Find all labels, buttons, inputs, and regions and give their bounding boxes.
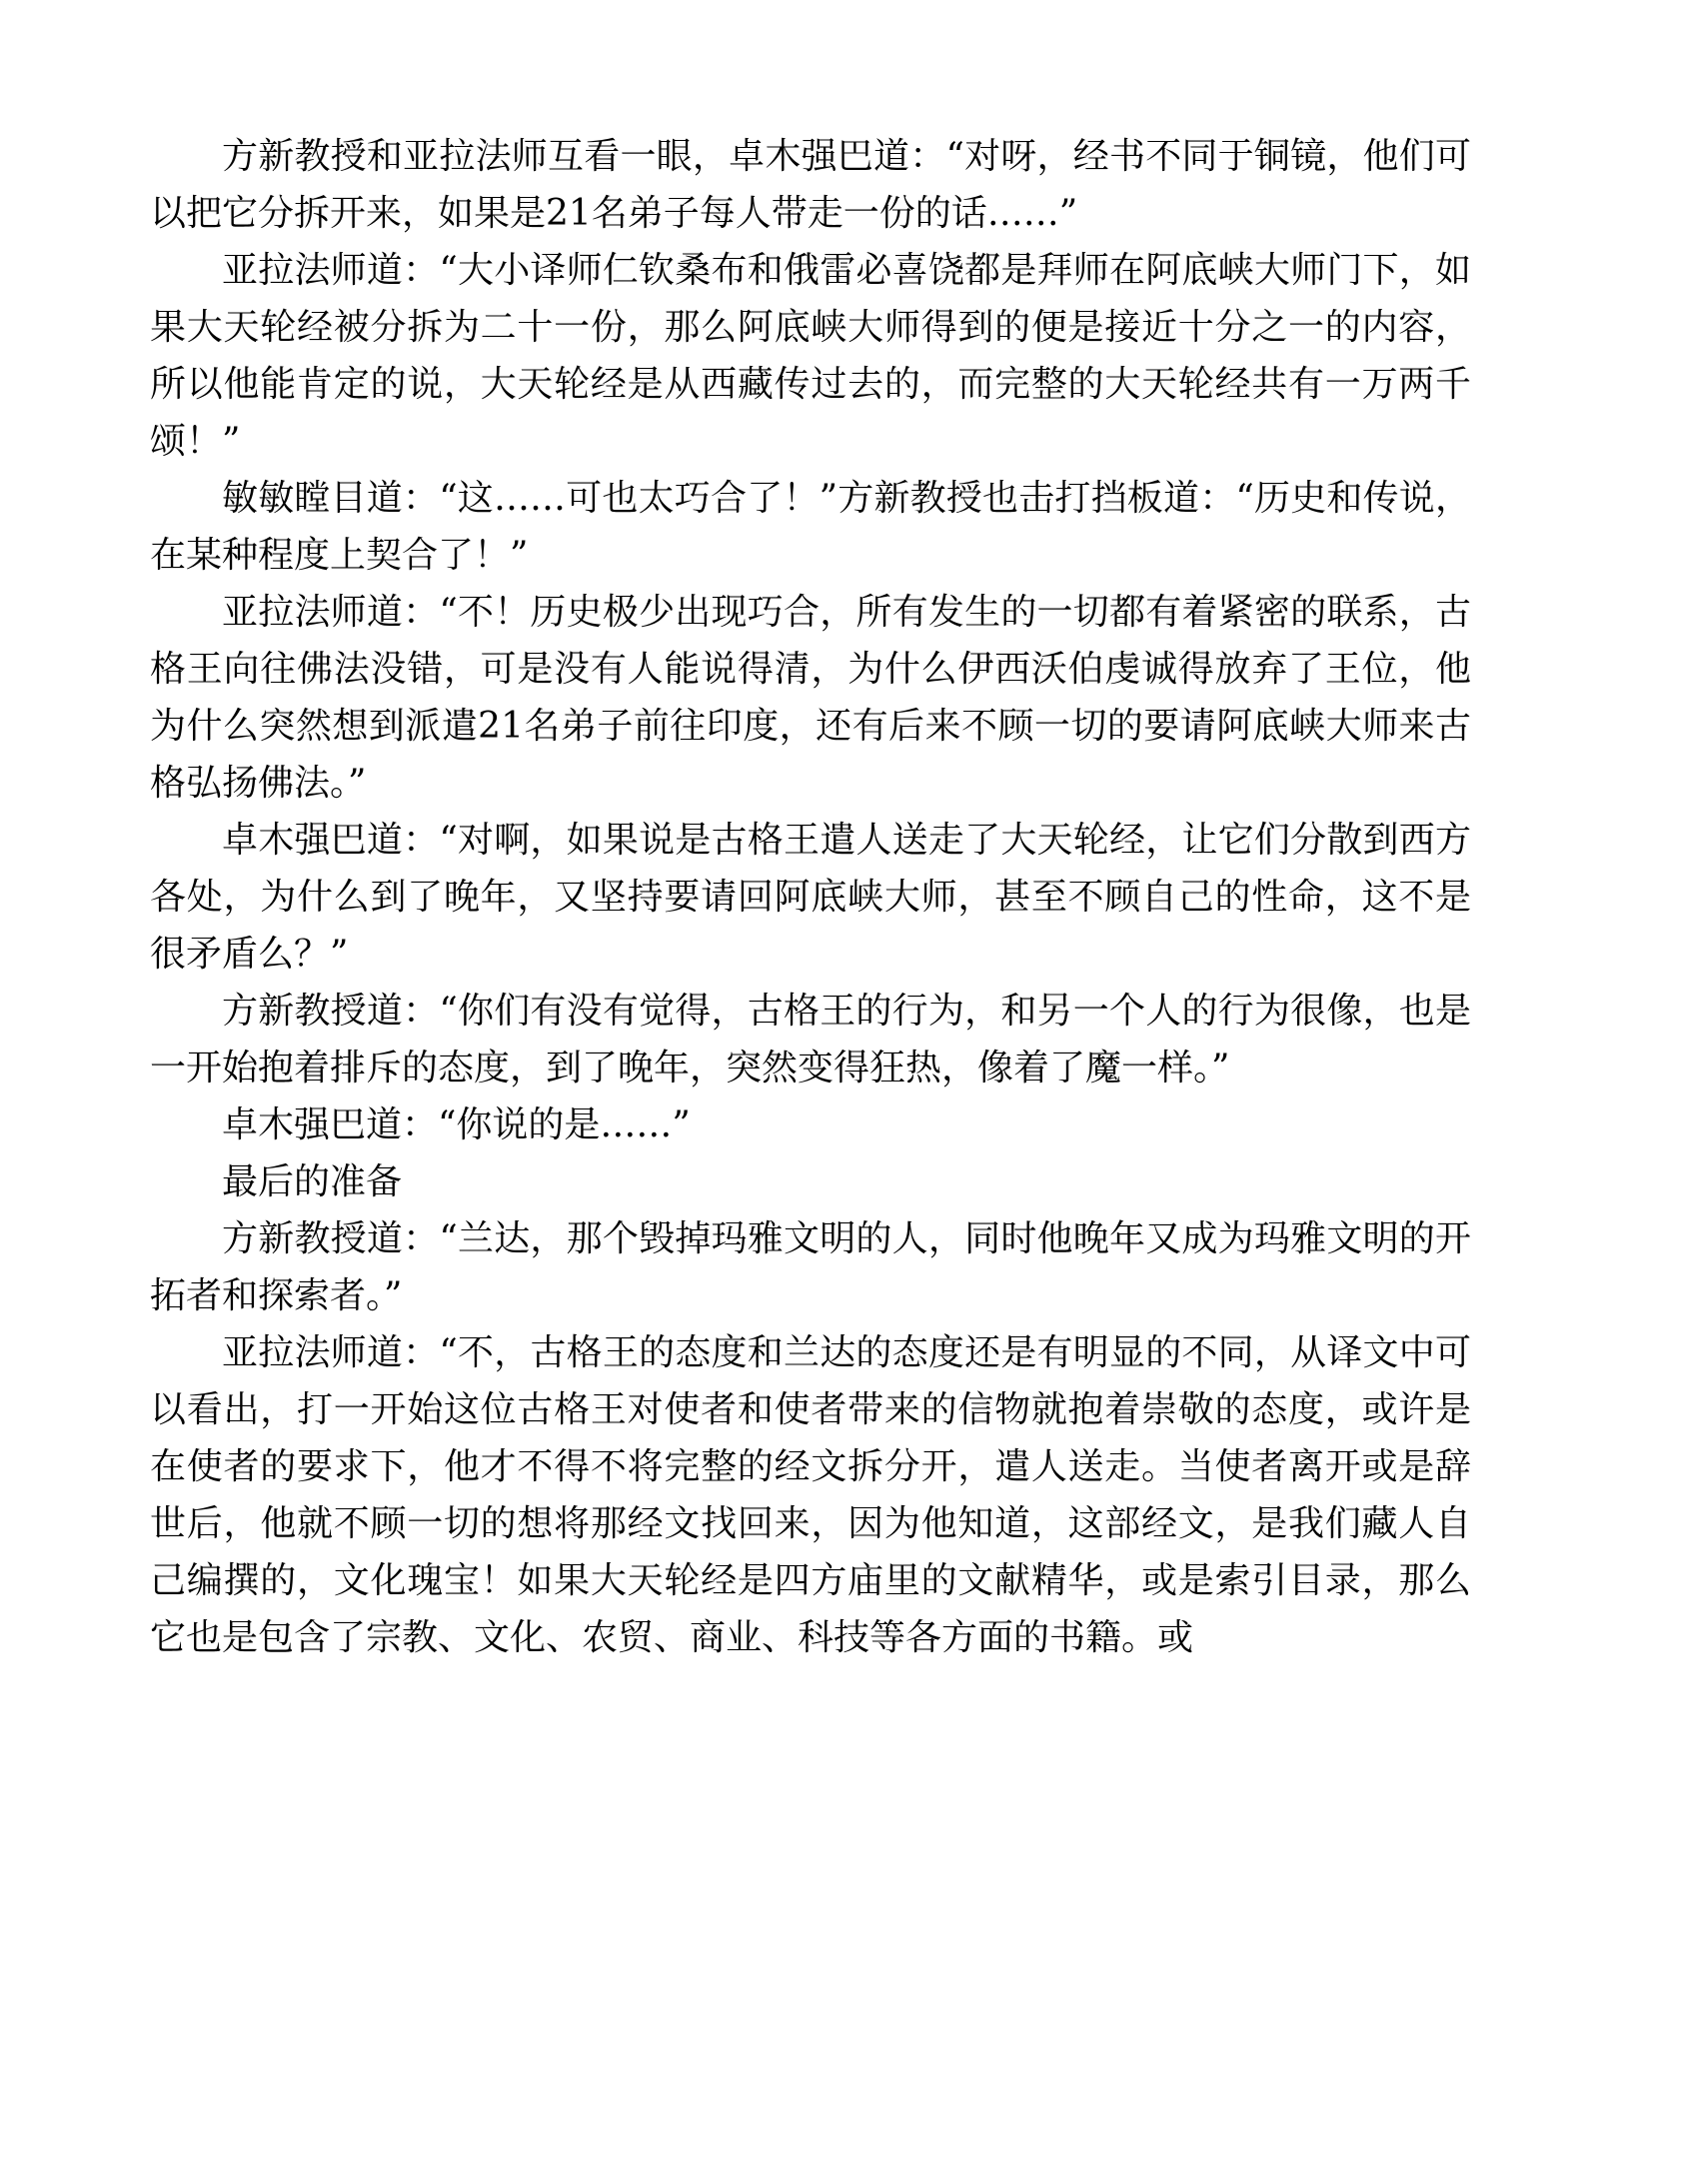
paragraph-p10: 亚拉法师道：“不，古格王的态度和兰达的态度还是有明显的不同，从译文中可以看出，打一开始这位古格王对使者和使者带来的信物就抱着崇敬的态度，或许是在使者的要求下，他才不得不将完整的经文拆分开，遣人送走。当使者离开或是辞世后，他就不顾一切的想将那经文找回来，因为他知道，这部经文，是我们藏人自己编撰的，文化瑰宝！如果大天轮经是四方庙里的文献精华，或是索引目录，那么它也是包含了宗教、文化、农贸、商业、科技等各方面的书籍。或: [150, 1332, 1471, 1658]
paragraph-p9: 方新教授道：“兰达，那个毁掉玛雅文明的人，同时他晚年又成为玛雅文明的开拓者和探索者。”: [150, 1218, 1471, 1316]
paragraph-p7: 卓木强巴道：“你说的是……”: [222, 1104, 691, 1145]
paragraph-p5: 卓木强巴道：“对啊，如果说是古格王遣人送走了大天轮经，让它们分散到西方各处，为什么到了晚年，又坚持要请回阿底峡大师，甚至不顾自己的性命，这不是很矛盾么？”: [150, 820, 1471, 975]
paragraph-p2: 亚拉法师道：“大小译师仁钦桑布和俄雷必喜饶都是拜师在阿底峡大师门下，如果大天轮经被分拆为二十一份，那么阿底峡大师得到的便是接近十分之一的内容，所以他能肯定的说，大天轮经是从西藏传过去的，而完整的大天轮经共有一万两千颂！”: [150, 250, 1471, 462]
paragraph-p4: 亚拉法师道：“不！历史极少出现巧合，所有发生的一切都有着紧密的联系，古格王向往佛法没错，可是没有人能说得清，为什么伊西沃伯虔诚得放弃了王位，他为什么突然想到派遣21名弟子前往印度，还有后来不顾一切的要请阿底峡大师来古格弘扬佛法。”: [150, 592, 1471, 804]
text-column: [150, 128, 1471, 1666]
paragraph-p6: 方新教授道：“你们有没有觉得，古格王的行为，和另一个人的行为很像，也是一开始抱着排斥的态度，到了晚年，突然变得狂热，像着了魔一样。”: [150, 991, 1471, 1089]
section-line-final-preparation: 最后的准备: [222, 1161, 403, 1202]
paragraph-p3: 敏敏瞠目道：“这……可也太巧合了！”方新教授也击打挡板道：“历史和传说，在某种程度上契合了！”: [150, 478, 1471, 576]
paragraph-p1: 方新教授和亚拉法师互看一眼，卓木强巴道：“对呀，经书不同于铜镜，他们可以把它分拆开来，如果是21名弟子每人带走一份的话……”: [150, 136, 1471, 234]
